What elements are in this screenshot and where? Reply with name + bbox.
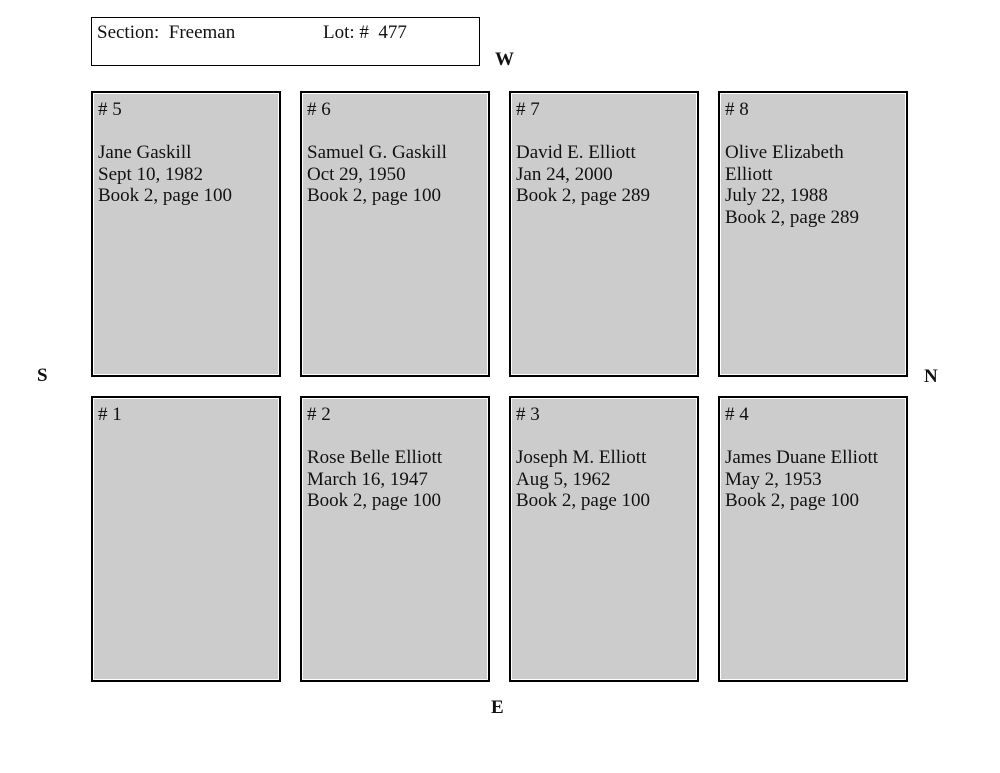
plot-number: # 4	[725, 404, 749, 425]
plot-8	[718, 91, 908, 377]
plot-4	[718, 396, 908, 682]
plot-7	[509, 91, 699, 377]
record-reference: Book 2, page 289	[725, 206, 860, 228]
interment-date: March 16, 1947	[307, 468, 428, 490]
compass-north: N	[924, 366, 938, 387]
compass-west: W	[495, 49, 514, 70]
plot-5	[91, 91, 281, 377]
record-reference: Book 2, page 100	[307, 490, 442, 511]
interment-date: July 22, 1988	[725, 185, 828, 206]
plot-number: # 3	[516, 404, 540, 425]
record-reference: Book 2, page 100	[98, 185, 233, 206]
plot-2	[300, 396, 490, 682]
compass-south: S	[37, 365, 48, 386]
plot-number: # 6	[307, 99, 331, 120]
lot-header-box	[91, 17, 480, 66]
plot-number: # 2	[307, 404, 331, 425]
interment-name: Samuel G. Gaskill	[307, 142, 447, 163]
interment-name: James Duane Elliott	[725, 447, 879, 468]
plot-number: # 1	[98, 404, 122, 425]
interment-name: Jane Gaskill	[98, 142, 192, 163]
plot-6	[300, 91, 490, 377]
record-reference: Book 2, page 100	[516, 490, 651, 511]
record-reference: Book 2, page 100	[725, 490, 860, 511]
interment-name: Joseph M. Elliott	[516, 447, 647, 468]
record-reference: Book 2, page 289	[516, 185, 651, 206]
compass-east: E	[491, 697, 504, 718]
section-label: Section: Freeman	[97, 22, 236, 43]
interment-name: Rose Belle Elliott	[307, 447, 443, 468]
interment-date: Jan 24, 2000	[516, 163, 613, 185]
interment-date: Sept 10, 1982	[98, 163, 204, 185]
lot-number-label: Lot: # 477	[323, 22, 407, 43]
plot-number: # 8	[725, 99, 749, 120]
interment-name: Olive Elizabeth	[725, 142, 844, 163]
plot-number: # 7	[516, 99, 540, 120]
interment-name-cont: Elliott	[725, 163, 773, 185]
plot-3	[509, 396, 699, 682]
interment-date: Oct 29, 1950	[307, 163, 406, 185]
record-reference: Book 2, page 100	[307, 185, 442, 206]
interment-name: David E. Elliott	[516, 142, 636, 163]
plot-1	[91, 396, 281, 682]
plot-number: # 5	[98, 99, 122, 120]
interment-date: May 2, 1953	[725, 468, 822, 490]
interment-date: Aug 5, 1962	[516, 468, 611, 490]
